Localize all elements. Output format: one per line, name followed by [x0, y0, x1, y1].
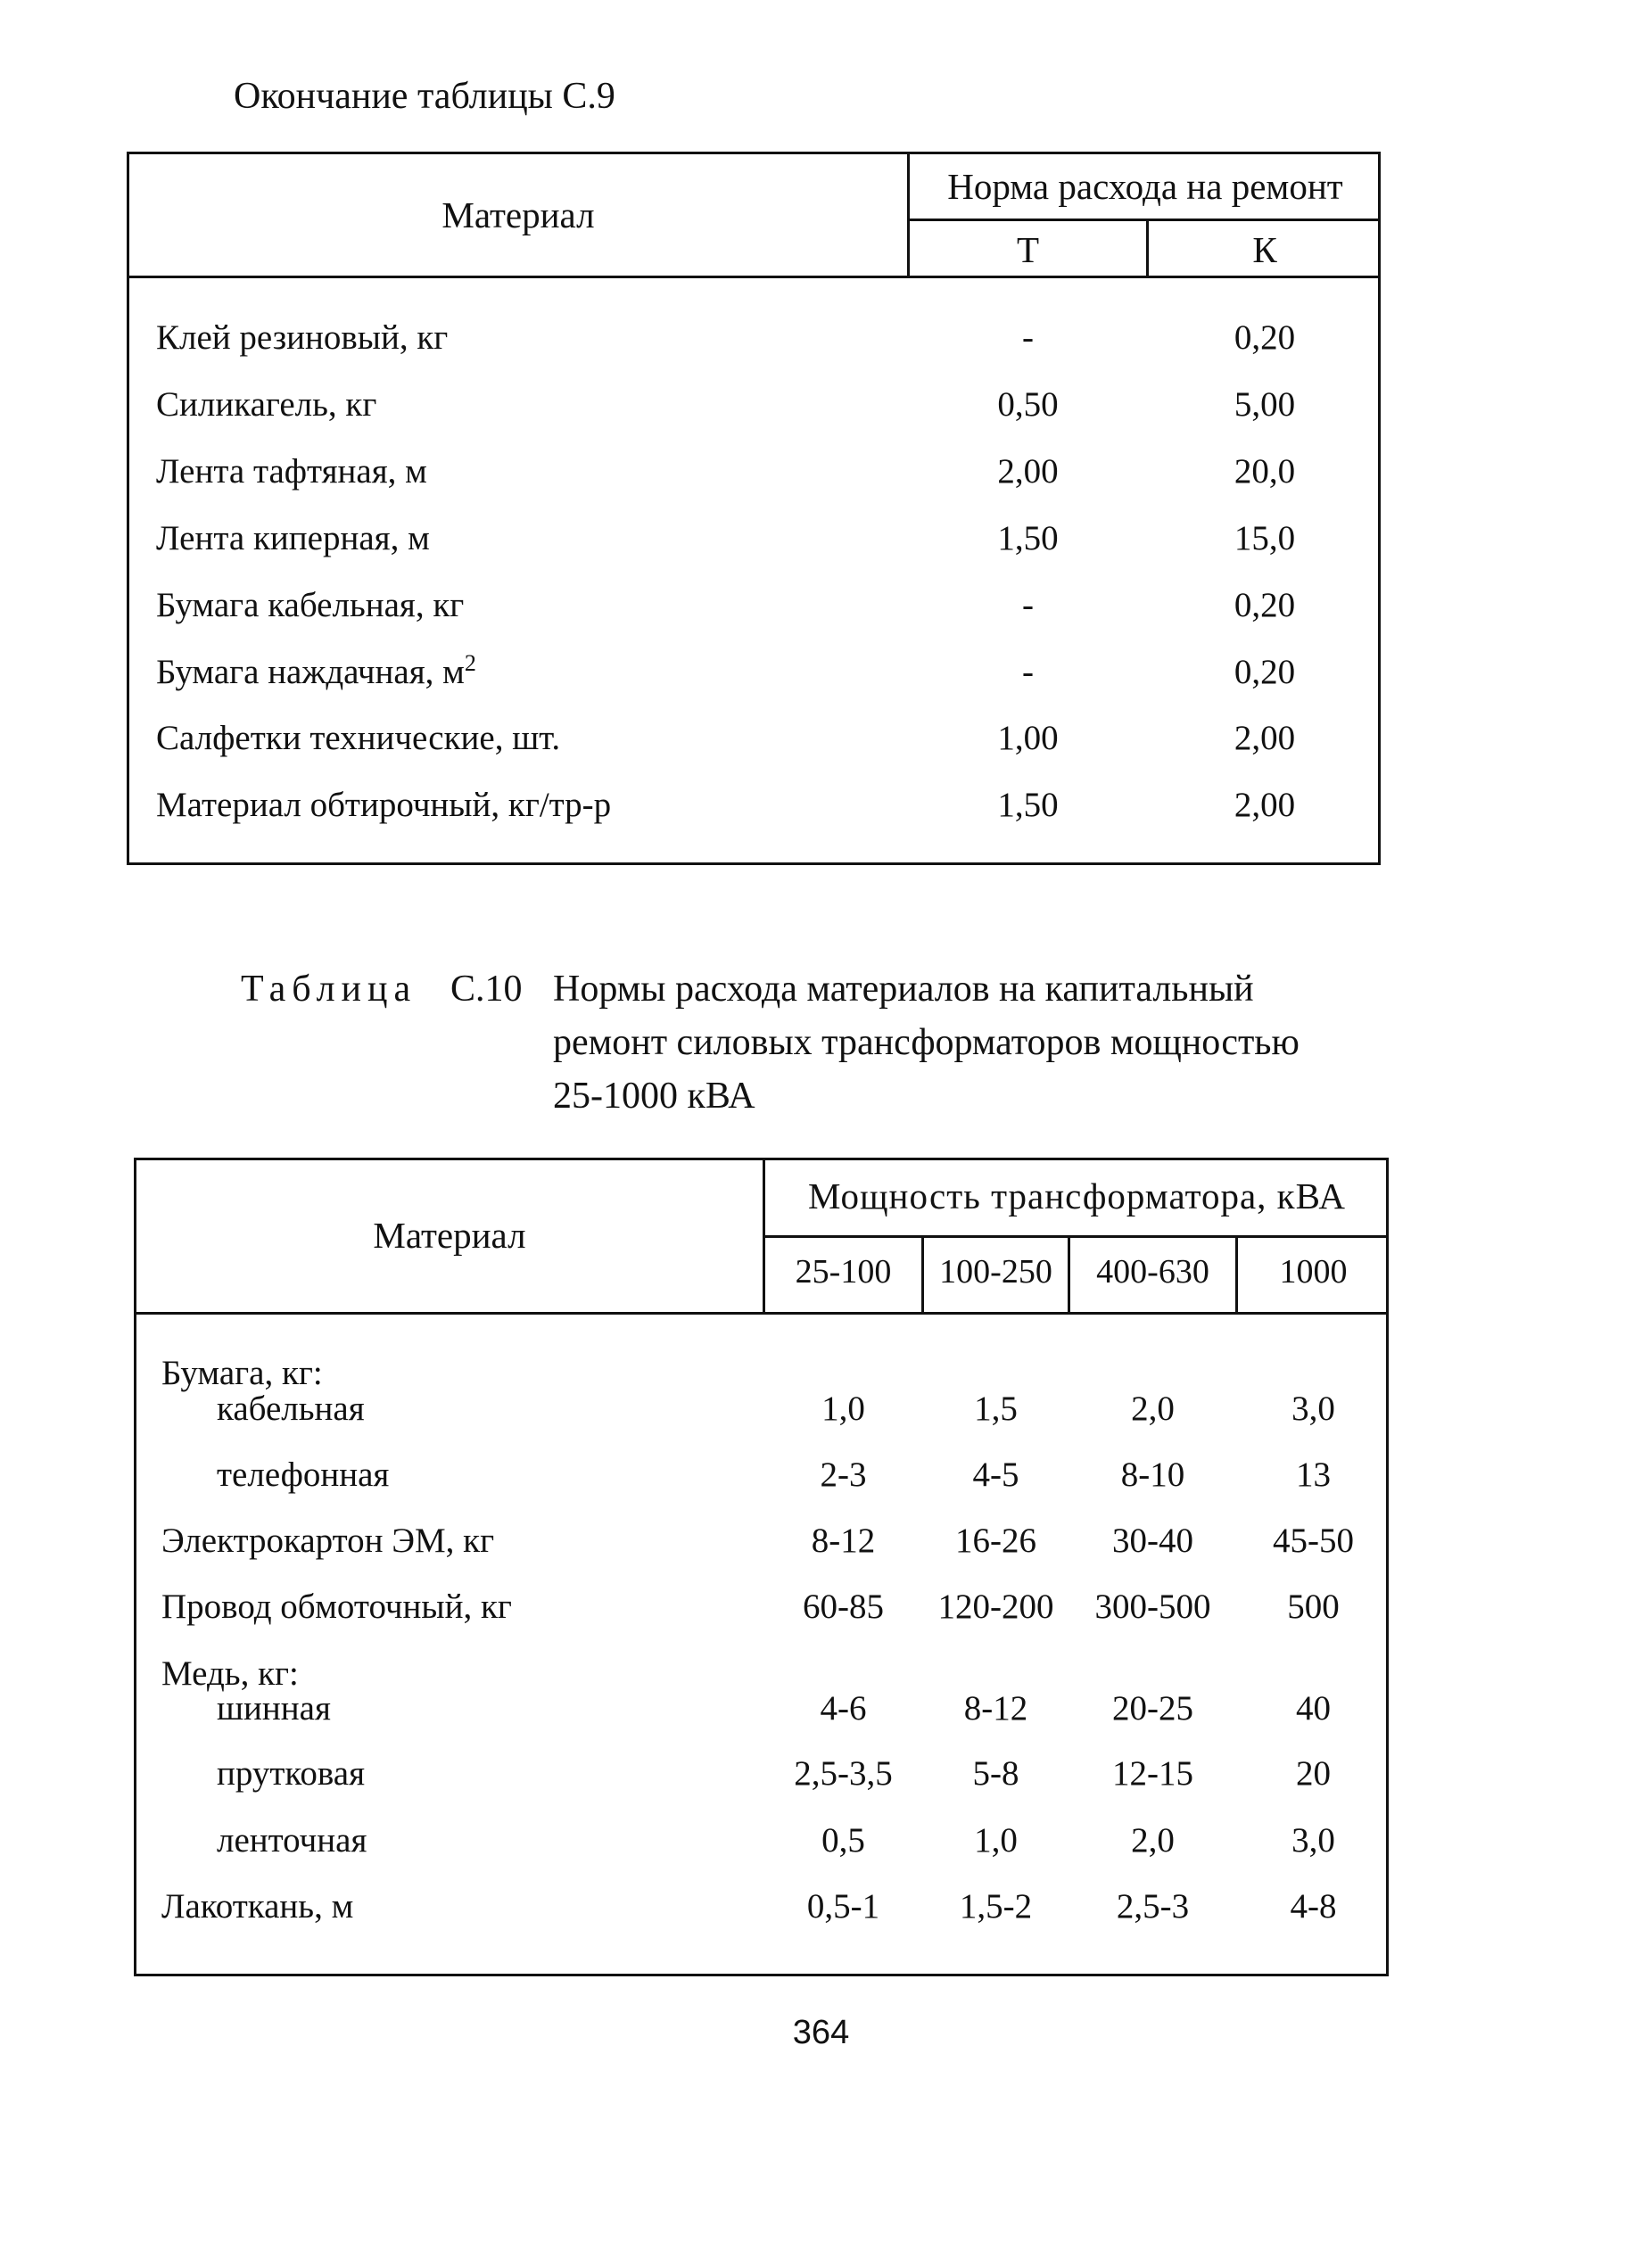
column-header-k: К — [1252, 229, 1277, 270]
table-cell: 4-8 — [1290, 1887, 1337, 1926]
column-header-100-250: 100-250 — [939, 1253, 1052, 1291]
table-row-name: Салфетки технические, шт. — [156, 719, 561, 757]
table-cell: 4-5 — [972, 1456, 1019, 1494]
group-label-paper: Бумага, кг: — [161, 1354, 323, 1392]
table-c9 — [127, 152, 1381, 865]
table-cell: 8-12 — [811, 1522, 876, 1560]
table-c10-caption-title: ремонт силовых трансформаторов мощностью — [553, 1022, 1300, 1063]
table-cell: 0,5-1 — [806, 1887, 880, 1926]
column-header-power: Мощность трансформатора, кВА — [808, 1175, 1346, 1216]
table-cell-t: - — [1022, 318, 1034, 357]
table-row-name: Материал обтирочный, кг/тр-р — [156, 786, 612, 824]
table-cell: 16-26 — [955, 1522, 1036, 1560]
table-row-name: Клей резиновый, кг — [156, 318, 449, 357]
header-bottom-rule — [136, 1312, 1389, 1315]
table-cell-t: 0,50 — [997, 385, 1059, 424]
table-cell: 5-8 — [972, 1754, 1019, 1793]
header-divider — [763, 1235, 1389, 1238]
column-header-400-630: 400-630 — [1096, 1253, 1209, 1291]
table-row-name: ленточная — [217, 1821, 367, 1860]
table-cell-k: 2,00 — [1234, 719, 1296, 757]
table-cell-t: 1,50 — [997, 786, 1059, 824]
column-header-repair-norm: Норма расхода на ремонт — [947, 166, 1343, 207]
table-cell-t: 2,00 — [997, 452, 1059, 491]
column-header-material: Материал — [441, 194, 595, 235]
table-cell-k: 0,20 — [1234, 653, 1296, 691]
table-cell: 60-85 — [803, 1588, 884, 1626]
table-cell-k: 15,0 — [1234, 519, 1296, 557]
table-cell: 1,5-2 — [959, 1887, 1033, 1926]
table-row-name: Бумага наждачная, $м^2$ — [156, 650, 476, 691]
table-cell-k: 0,20 — [1234, 586, 1296, 624]
table-cell: 2-3 — [820, 1456, 867, 1494]
table-c10-caption-number: С.10 — [450, 969, 523, 1010]
table-cell: 45-50 — [1273, 1522, 1354, 1560]
table-cell: 40 — [1296, 1689, 1331, 1728]
table-cell: 13 — [1296, 1456, 1331, 1494]
table-cell: 20-25 — [1112, 1689, 1193, 1728]
table-row-name: Лента киперная, м — [156, 519, 430, 557]
table-row-name: Бумага кабельная, кг — [156, 586, 465, 624]
table-row-name: шинная — [217, 1689, 331, 1728]
table-cell-k: 2,00 — [1234, 786, 1296, 824]
column-header-1000: 1000 — [1279, 1253, 1348, 1291]
table-row-name: Лакоткань, м — [161, 1887, 354, 1926]
table-cell: 8-10 — [1120, 1456, 1185, 1494]
table-row-name: Электрокартон ЭМ, кг — [161, 1522, 495, 1560]
table-cell-k: 0,20 — [1234, 318, 1296, 357]
table-cell-t: 1,00 — [997, 719, 1059, 757]
superscript: 2 — [464, 650, 476, 676]
table-row-name: Силикагель, кг — [156, 385, 377, 424]
column-header-t: Т — [1016, 229, 1040, 270]
table-cell: 1,5 — [974, 1390, 1018, 1428]
table-cell: 2,0 — [1131, 1390, 1175, 1428]
table-cell: 2,5-3 — [1116, 1887, 1190, 1926]
table-cell: 2,0 — [1131, 1821, 1175, 1860]
table-cell: 3,0 — [1291, 1821, 1335, 1860]
group-label-copper: Медь, кг: — [161, 1654, 299, 1693]
table-c10-caption-title: 25-1000 кВА — [553, 1076, 755, 1117]
header-bottom-rule — [129, 276, 1381, 278]
table-row-name: Лента тафтяная, м — [156, 452, 427, 491]
column-header-material: Материал — [373, 1215, 526, 1256]
header-divider — [907, 219, 1381, 221]
table-row-name: Провод обмоточный, кг — [161, 1588, 512, 1626]
table-cell: 12-15 — [1112, 1754, 1193, 1793]
table-cell: 3,0 — [1291, 1390, 1335, 1428]
table-cell-t: - — [1022, 586, 1034, 624]
table-c10-caption-label: Таблица — [241, 969, 417, 1010]
table-cell: 20 — [1296, 1754, 1331, 1793]
table-cell: 0,5 — [821, 1821, 865, 1860]
table-c10-caption-title: Нормы расхода материалов на капитальный — [553, 969, 1254, 1010]
table-row-name: кабельная — [217, 1390, 365, 1428]
table-cell: 4-6 — [820, 1689, 867, 1728]
table-c9-caption: Окончание таблицы С.9 — [234, 76, 615, 117]
table-cell: 1,0 — [821, 1390, 865, 1428]
table-row-name: телефонная — [217, 1456, 390, 1494]
table-cell: 8-12 — [963, 1689, 1028, 1728]
page-number: 364 — [792, 2014, 850, 2051]
table-cell: 300-500 — [1094, 1588, 1211, 1626]
table-c10 — [134, 1158, 1389, 1976]
table-cell: 120-200 — [937, 1588, 1054, 1626]
table-cell: 2,5-3,5 — [794, 1754, 893, 1793]
column-header-25-100: 25-100 — [795, 1253, 892, 1291]
table-row-name: прутковая — [217, 1754, 366, 1793]
table-cell: 1,0 — [974, 1821, 1018, 1860]
table-cell-t: 1,50 — [997, 519, 1059, 557]
table-cell-k: 5,00 — [1234, 385, 1296, 424]
table-cell-t: - — [1022, 653, 1034, 691]
table-cell: 30-40 — [1112, 1522, 1193, 1560]
table-cell: 500 — [1287, 1588, 1340, 1626]
table-cell-k: 20,0 — [1234, 452, 1296, 491]
